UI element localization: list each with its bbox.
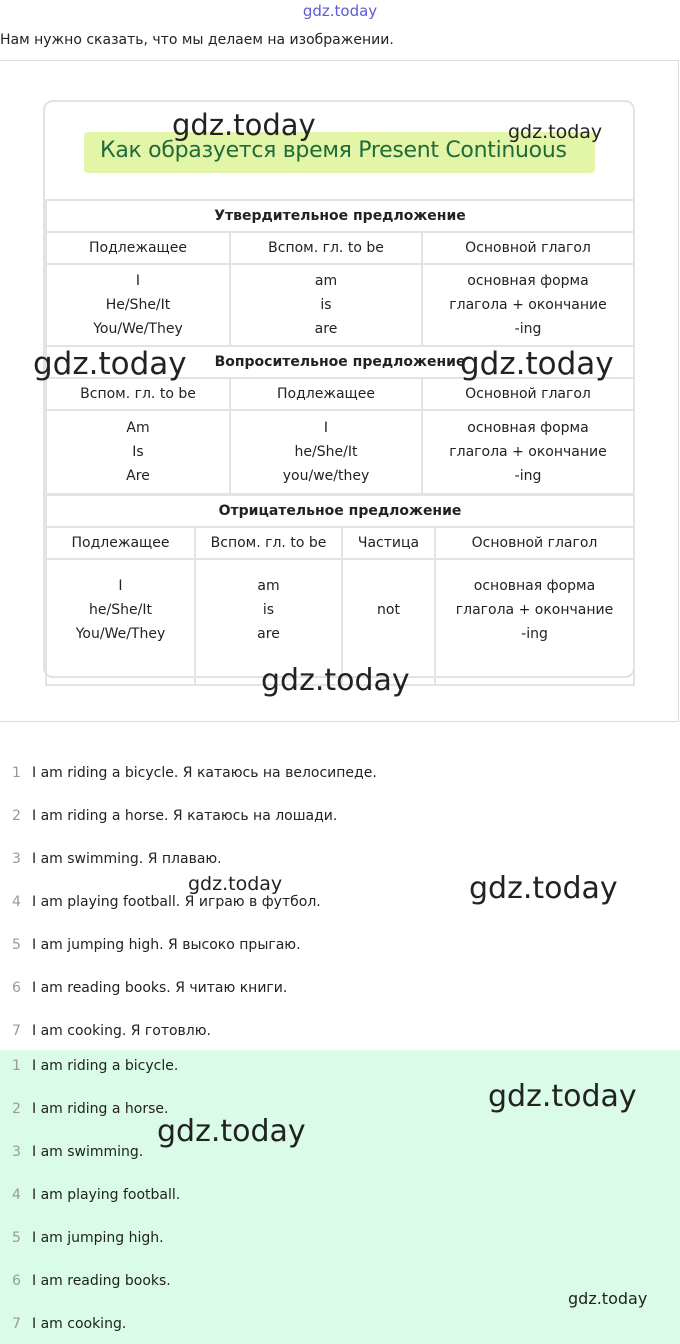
subjects-cell <box>46 559 195 685</box>
aux-verb: Is <box>132 444 144 460</box>
subject: he/She/It <box>89 602 152 618</box>
verb-line: основная форма <box>473 578 596 594</box>
subjects-cell <box>230 410 422 494</box>
subject: I <box>323 420 329 436</box>
item-number: 7 <box>12 1023 21 1039</box>
column-header: Подлежащее <box>46 232 230 264</box>
subject: You/We/They <box>75 626 166 642</box>
particle: not <box>377 602 400 618</box>
subject: I <box>135 273 141 289</box>
item-number: 3 <box>12 1144 21 1160</box>
verb-line: глагола + окончание <box>449 444 607 460</box>
verb-line: -ing <box>514 321 542 337</box>
verb-cell <box>422 264 634 346</box>
column-header: Вспом. гл. to be <box>195 527 342 559</box>
item-text: I am riding a horse. Я катаюсь на лошади. <box>32 808 338 824</box>
verb-line: основная форма <box>467 273 589 289</box>
subject: I <box>118 578 123 594</box>
column-header: Вспом. гл. to be <box>230 232 422 264</box>
item-text: I am riding a bicycle. <box>32 1058 179 1074</box>
list-item <box>0 980 287 1002</box>
verb-line: -ing <box>521 626 548 642</box>
subject: you/we/they <box>282 468 370 484</box>
verb-cell <box>435 559 634 685</box>
list-item <box>0 894 321 916</box>
item-text: I am riding a horse. <box>32 1101 169 1117</box>
item-number: 6 <box>12 980 21 996</box>
card-title: Как образуется время Present Continuous <box>100 138 567 163</box>
item-number: 3 <box>12 851 21 867</box>
watermark: gdz.today <box>488 1079 637 1114</box>
negative-heading: Отрицательное предложение <box>46 495 634 527</box>
column-header: Вспом. гл. to be <box>46 378 230 410</box>
affirmative-heading: Утвердительное предложение <box>46 200 634 232</box>
item-number: 4 <box>12 1187 21 1203</box>
subject: he/She/It <box>294 444 358 460</box>
aux-verb: is <box>320 297 332 313</box>
question-heading: Вопросительное предложение <box>46 346 634 378</box>
item-text: I am swimming. Я плаваю. <box>32 851 222 867</box>
column-header: Основной глагол <box>435 527 634 559</box>
list-item <box>0 937 301 959</box>
list-item <box>0 1058 178 1080</box>
item-number: 1 <box>12 765 21 781</box>
list-item <box>0 851 222 873</box>
item-number: 2 <box>12 1101 21 1117</box>
watermark: gdz.today <box>261 663 410 698</box>
item-text: I am jumping high. Я высоко прыгаю. <box>32 937 301 953</box>
watermark: gdz.today <box>469 871 618 906</box>
column-header: Подлежащее <box>230 378 422 410</box>
item-text: I am riding a bicycle. Я катаюсь на велосипеде. <box>32 765 377 781</box>
watermark: gdz.today <box>188 873 283 895</box>
item-text: I am swimming. <box>32 1144 144 1160</box>
subjects-cell <box>46 264 230 346</box>
list-item <box>0 808 337 830</box>
list-item <box>0 1144 143 1166</box>
verb-line: глагола + окончание <box>455 602 614 618</box>
intro-text: Нам нужно сказать, что мы делаем на изображении. <box>0 32 394 48</box>
item-text: I am playing football. <box>32 1187 181 1203</box>
verb-line: основная форма <box>467 420 589 436</box>
item-text: I am reading books. Я читаю книги. <box>32 980 288 996</box>
affirmative-table <box>45 199 635 347</box>
watermark: gdz.today <box>157 1114 306 1149</box>
column-header: Основной глагол <box>422 378 634 410</box>
item-text: I am cooking. Я готовлю. <box>32 1023 211 1039</box>
column-header: Основной глагол <box>422 232 634 264</box>
list-item <box>0 1316 126 1338</box>
item-text: I am playing football. Я играю в футбол. <box>32 894 321 910</box>
aux-verb: am <box>314 273 338 289</box>
negative-table <box>45 494 635 686</box>
list-item <box>0 1023 211 1045</box>
watermark: gdz.today <box>508 121 603 143</box>
subject: You/We/They <box>93 321 183 337</box>
list-item <box>0 1101 168 1123</box>
item-text: I am cooking. <box>32 1316 127 1332</box>
item-number: 5 <box>12 1230 21 1246</box>
verb-line: глагола + окончание <box>449 297 607 313</box>
site-link[interactable]: gdz.today <box>302 2 378 20</box>
column-header: Частица <box>342 527 435 559</box>
list-item <box>0 1187 180 1209</box>
item-text: I am reading books. <box>32 1273 171 1289</box>
watermark: gdz.today <box>568 1289 648 1308</box>
aux-verb: Are <box>126 468 150 484</box>
aux-verb: am <box>257 578 280 594</box>
aux-cell <box>46 410 230 494</box>
watermark: gdz.today <box>33 346 187 382</box>
item-number: 2 <box>12 808 21 824</box>
aux-verb: are <box>257 626 280 642</box>
item-number: 1 <box>12 1058 21 1074</box>
aux-cell <box>230 264 422 346</box>
item-number: 4 <box>12 894 21 910</box>
item-number: 7 <box>12 1316 21 1332</box>
list-item <box>0 1230 164 1252</box>
item-number: 5 <box>12 937 21 953</box>
item-number: 6 <box>12 1273 21 1289</box>
aux-verb: Am <box>126 420 150 436</box>
item-text: I am jumping high. <box>32 1230 164 1246</box>
verb-line: -ing <box>514 468 542 484</box>
list-item <box>0 765 377 787</box>
watermark: gdz.today <box>172 108 316 142</box>
watermark: gdz.today <box>460 346 614 382</box>
list-item <box>0 1273 171 1295</box>
subject: He/She/It <box>105 297 171 313</box>
aux-verb: are <box>314 321 338 337</box>
column-header: Подлежащее <box>46 527 195 559</box>
aux-verb: is <box>262 602 275 618</box>
verb-cell <box>422 410 634 494</box>
